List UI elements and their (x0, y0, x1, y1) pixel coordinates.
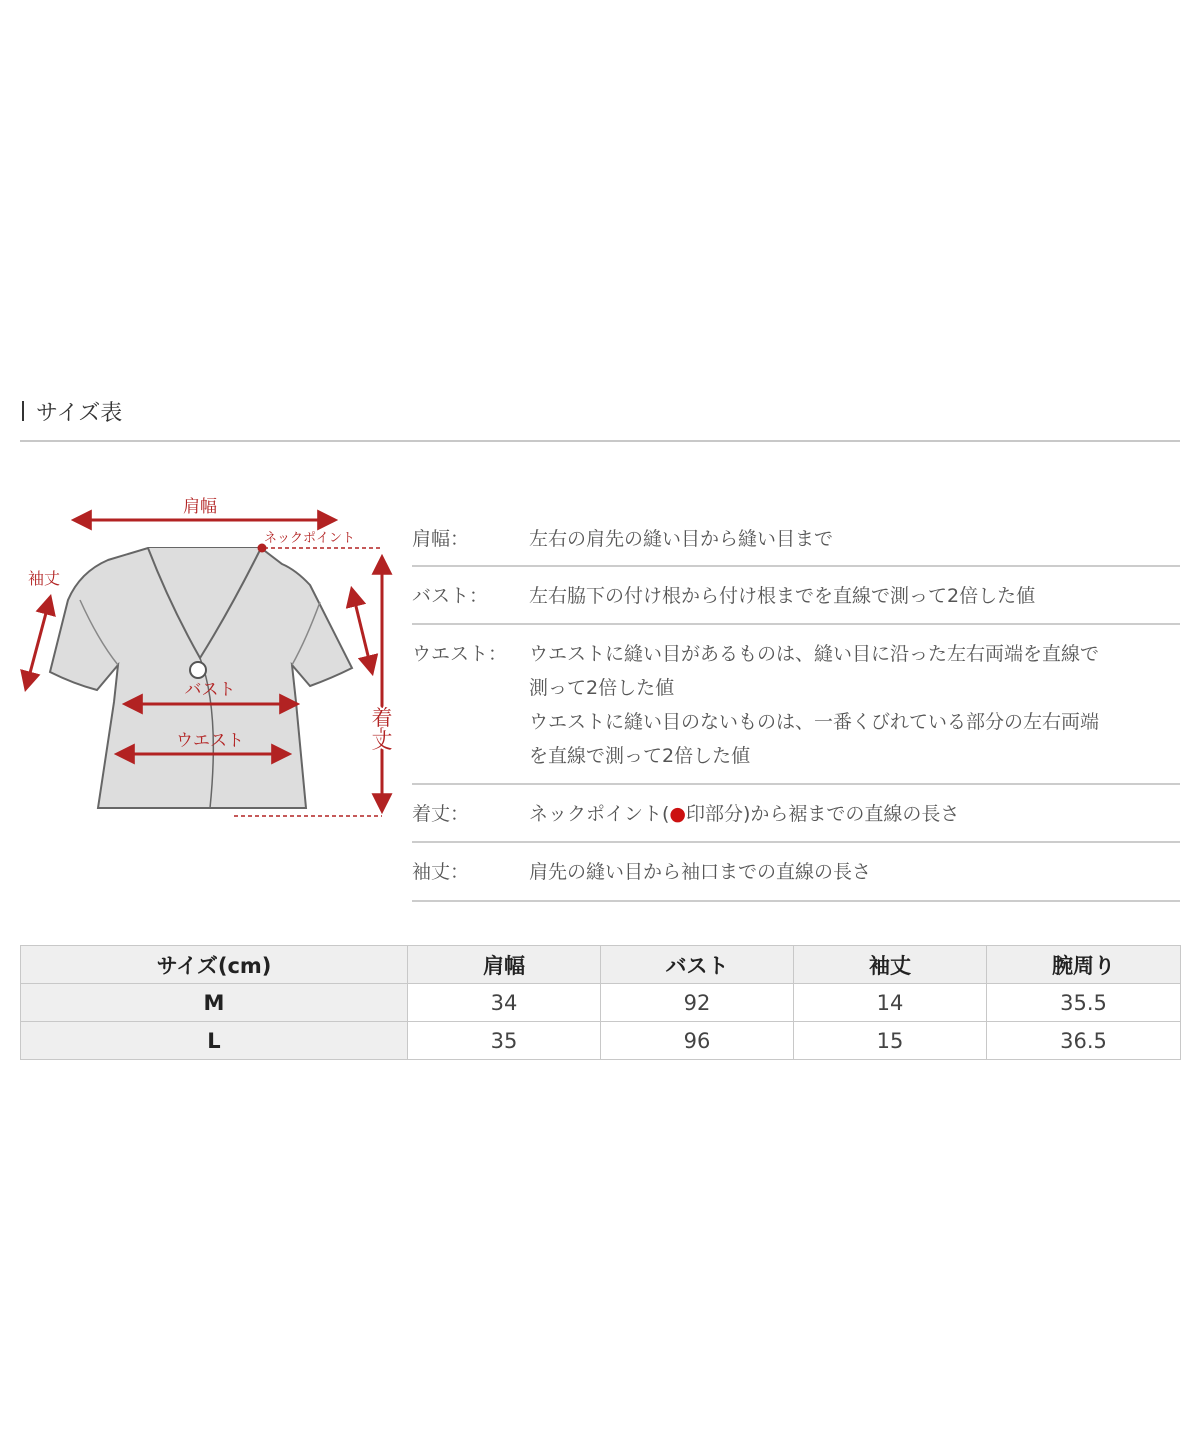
definition-sleeve (412, 843, 1180, 902)
size-table (20, 945, 1181, 1060)
definition-waist (412, 625, 1180, 785)
definition-shoulder (412, 510, 1180, 567)
label-length-1: 着 (371, 706, 393, 730)
definition-desc: ウエストに縫い目があるものは、縫い目に沿った左右両端を直線で 測って2倍した値 ウエストに縫い目のないものは、一番くびれている部分の左右両端 を直線で測って2倍した値 (529, 643, 1100, 767)
header-size: サイズ(cm) (21, 946, 408, 984)
label-sleeve: 袖丈 (28, 569, 61, 588)
table-cell: 35 (408, 1022, 601, 1060)
label-waist: ウエスト (176, 731, 244, 751)
definition-term: ウエスト： (412, 643, 508, 665)
definition-bust (412, 567, 1180, 625)
section-title: サイズ表 (36, 401, 123, 426)
table-cell: M (21, 984, 408, 1022)
label-neck-point: ネックポイント (264, 531, 356, 546)
label-bust: バスト (184, 680, 236, 700)
measurement-definitions (412, 510, 1180, 902)
title-divider (20, 440, 1180, 442)
definition-term: 着丈： (412, 803, 470, 825)
header-arm: 腕周り (987, 946, 1181, 984)
table-cell: 92 (601, 984, 794, 1022)
table-cell: 15 (794, 1022, 987, 1060)
header-bust: バスト (601, 946, 794, 984)
button-circle (190, 662, 206, 678)
definition-length (412, 785, 1180, 843)
label-length-2: 丈 (371, 729, 393, 753)
definition-desc: 左右の肩先の縫い目から縫い目まで (529, 528, 834, 550)
table-row (21, 984, 1181, 1022)
definition-term: 肩幅： (412, 528, 470, 550)
table-cell: 96 (601, 1022, 794, 1060)
table-cell: 35.5 (987, 984, 1181, 1022)
header-sleeve: 袖丈 (794, 946, 987, 984)
definition-term: バスト： (412, 585, 489, 607)
table-cell: 34 (408, 984, 601, 1022)
definition-desc: ネックポイント(●印部分)から裾までの直線の長さ (529, 803, 960, 825)
definition-term: 袖丈： (412, 861, 470, 883)
table-cell: L (21, 1022, 408, 1060)
neck-point-mark: ● (669, 803, 687, 825)
table-cell: 36.5 (987, 1022, 1181, 1060)
definition-desc: 肩先の縫い目から袖口までの直線の長さ (529, 861, 872, 883)
table-cell: 14 (794, 984, 987, 1022)
table-header-row (21, 946, 1181, 984)
label-shoulder: 肩幅 (183, 497, 217, 517)
garment-diagram (20, 490, 400, 830)
table-row (21, 1022, 1181, 1060)
definition-desc: 左右脇下の付け根から付け根までを直線で測って2倍した値 (529, 585, 1036, 607)
header-shoulder: 肩幅 (408, 946, 601, 984)
